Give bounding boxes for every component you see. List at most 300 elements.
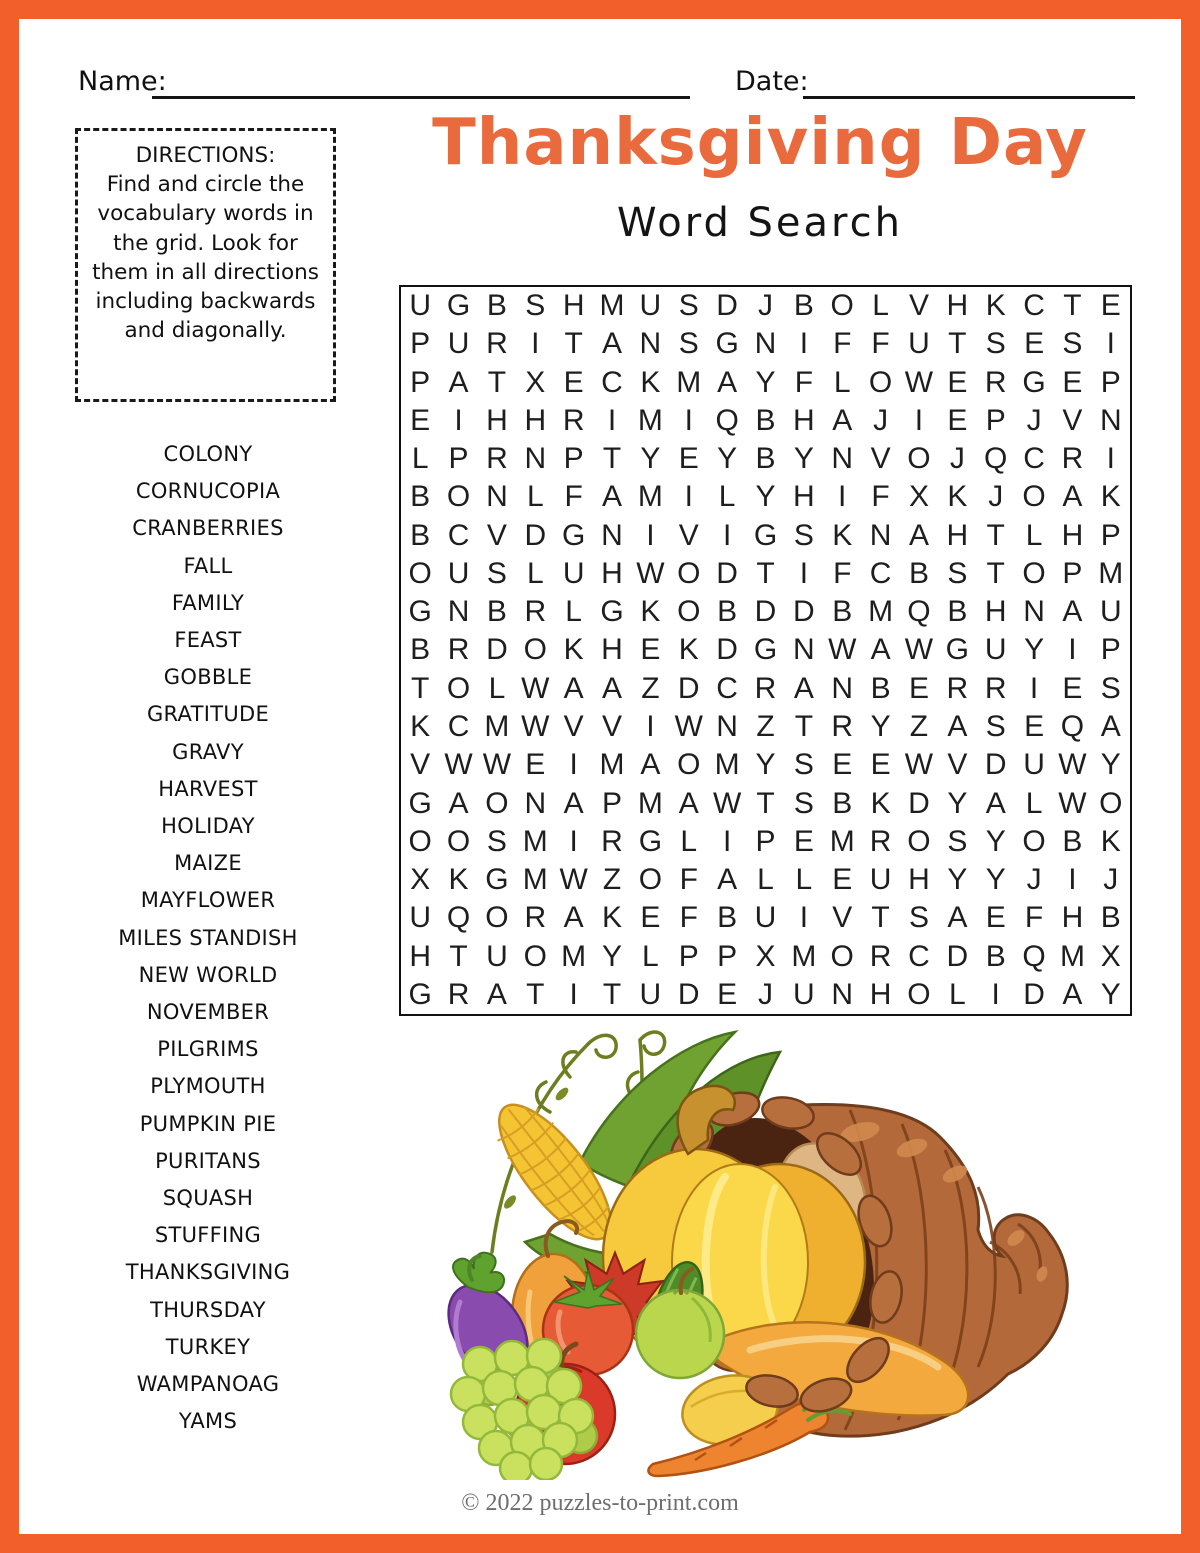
grid-cell-r16c6[interactable]: Z <box>602 863 622 897</box>
grid-cell-r5c13[interactable]: V <box>870 442 891 476</box>
grid-cell-r4c3[interactable]: H <box>486 403 508 437</box>
grid-cell-r3c8[interactable]: M <box>676 365 702 399</box>
grid-cell-r10c9[interactable]: D <box>716 633 738 667</box>
grid-cell-r4c18[interactable]: V <box>1062 403 1083 437</box>
grid-cell-r4c11[interactable]: H <box>793 403 815 437</box>
grid-cell-r12c17[interactable]: E <box>1024 710 1045 744</box>
grid-cell-r19c9[interactable]: E <box>717 977 738 1011</box>
grid-cell-r10c13[interactable]: A <box>870 633 891 667</box>
grid-cell-r14c6[interactable]: P <box>602 786 623 820</box>
grid-cell-r3c2[interactable]: A <box>448 365 469 399</box>
grid-cell-r12c3[interactable]: M <box>484 710 510 744</box>
grid-cell-r5c7[interactable]: Y <box>640 442 661 476</box>
grid-cell-r4c8[interactable]: I <box>684 403 693 437</box>
grid-cell-r14c7[interactable]: M <box>637 786 663 820</box>
grid-cell-r3c3[interactable]: T <box>487 365 507 399</box>
grid-cell-r19c5[interactable]: I <box>569 977 578 1011</box>
grid-cell-r16c16[interactable]: Y <box>985 863 1006 897</box>
grid-cell-r2c14[interactable]: U <box>908 327 930 361</box>
grid-cell-r11c3[interactable]: L <box>488 671 506 705</box>
grid-cell-r8c7[interactable]: W <box>636 556 665 590</box>
grid-cell-r14c19[interactable]: O <box>1099 786 1123 820</box>
grid-cell-r11c5[interactable]: A <box>563 671 584 705</box>
grid-cell-r14c14[interactable]: D <box>908 786 930 820</box>
grid-cell-r9c16[interactable]: H <box>984 595 1007 629</box>
grid-cell-r6c9[interactable]: L <box>718 480 736 514</box>
grid-cell-r6c8[interactable]: I <box>684 480 693 514</box>
grid-cell-r6c14[interactable]: X <box>908 480 929 514</box>
grid-cell-r9c19[interactable]: U <box>1099 595 1122 629</box>
grid-cell-r14c11[interactable]: S <box>793 786 814 820</box>
grid-cell-r15c16[interactable]: Y <box>985 824 1006 858</box>
grid-cell-r15c10[interactable]: P <box>755 824 776 858</box>
grid-cell-r15c7[interactable]: G <box>638 824 663 858</box>
grid-cell-r8c4[interactable]: L <box>526 556 544 590</box>
grid-cell-r5c11[interactable]: Y <box>793 442 814 476</box>
grid-cell-r6c19[interactable]: K <box>1100 480 1121 514</box>
grid-cell-r12c1[interactable]: K <box>410 710 431 744</box>
grid-cell-r10c11[interactable]: N <box>793 633 815 667</box>
grid-cell-r1c5[interactable]: H <box>562 289 585 323</box>
grid-cell-r16c3[interactable]: G <box>485 863 509 897</box>
grid-cell-r4c6[interactable]: I <box>607 403 617 437</box>
grid-cell-r16c17[interactable]: J <box>1026 863 1042 897</box>
grid-cell-r3c7[interactable]: K <box>640 365 661 399</box>
grid-cell-r10c5[interactable]: K <box>563 633 584 667</box>
grid-cell-r4c12[interactable]: A <box>832 403 853 437</box>
grid-cell-r1c1[interactable]: U <box>409 289 432 323</box>
grid-cell-r17c13[interactable]: T <box>871 901 890 935</box>
grid-cell-r15c1[interactable]: O <box>408 824 432 858</box>
grid-cell-r17c19[interactable]: B <box>1100 901 1121 935</box>
grid-cell-r13c2[interactable]: W <box>444 748 473 782</box>
grid-cell-r9c17[interactable]: N <box>1023 595 1045 629</box>
grid-cell-r8c18[interactable]: P <box>1062 556 1083 590</box>
grid-cell-r8c1[interactable]: O <box>408 556 432 590</box>
grid-cell-r7c10[interactable]: G <box>753 518 778 552</box>
grid-cell-r17c2[interactable]: Q <box>446 901 471 935</box>
grid-cell-r2c4[interactable]: I <box>531 327 540 361</box>
grid-cell-r12c12[interactable]: R <box>831 710 854 744</box>
grid-cell-r18c14[interactable]: C <box>908 939 930 973</box>
grid-cell-r3c18[interactable]: E <box>1062 365 1083 399</box>
grid-cell-r16c4[interactable]: M <box>522 863 548 897</box>
grid-cell-r17c18[interactable]: H <box>1061 901 1084 935</box>
grid-cell-r14c10[interactable]: T <box>756 786 775 820</box>
grid-cell-r18c19[interactable]: X <box>1100 939 1121 973</box>
grid-cell-r15c2[interactable]: O <box>446 824 471 858</box>
grid-cell-r6c16[interactable]: J <box>988 480 1004 514</box>
grid-cell-r17c3[interactable]: O <box>485 901 509 935</box>
grid-cell-r15c19[interactable]: K <box>1100 824 1121 858</box>
grid-cell-r4c15[interactable]: E <box>947 403 968 437</box>
grid-cell-r19c3[interactable]: A <box>486 977 507 1011</box>
grid-cell-r3c5[interactable]: E <box>563 365 584 399</box>
grid-cell-r1c16[interactable]: K <box>985 289 1006 323</box>
grid-cell-r10c19[interactable]: P <box>1100 633 1121 667</box>
grid-cell-r3c17[interactable]: G <box>1022 365 1046 399</box>
grid-cell-r13c10[interactable]: Y <box>755 748 776 782</box>
grid-cell-r18c11[interactable]: M <box>791 939 817 973</box>
grid-cell-r17c15[interactable]: A <box>947 901 968 935</box>
grid-cell-r6c4[interactable]: L <box>526 480 544 514</box>
grid-cell-r12c11[interactable]: T <box>794 710 814 744</box>
grid-cell-r8c5[interactable]: U <box>562 556 585 590</box>
grid-cell-r13c4[interactable]: E <box>525 748 546 782</box>
grid-cell-r19c7[interactable]: U <box>639 977 662 1011</box>
grid-cell-r14c15[interactable]: Y <box>947 786 968 820</box>
grid-cell-r6c12[interactable]: I <box>838 480 847 514</box>
grid-cell-r10c2[interactable]: R <box>447 633 470 667</box>
grid-cell-r9c18[interactable]: A <box>1062 595 1083 629</box>
grid-cell-r9c12[interactable]: B <box>832 595 853 629</box>
grid-cell-r3c4[interactable]: X <box>525 365 546 399</box>
grid-cell-r19c12[interactable]: N <box>831 977 854 1011</box>
grid-cell-r4c16[interactable]: P <box>985 403 1006 437</box>
grid-cell-r5c2[interactable]: P <box>448 442 469 476</box>
grid-cell-r6c1[interactable]: B <box>410 480 431 514</box>
grid-cell-r1c18[interactable]: T <box>1063 289 1082 323</box>
grid-cell-r19c11[interactable]: U <box>793 977 815 1011</box>
grid-cell-r10c10[interactable]: G <box>753 633 778 667</box>
date-input-line[interactable] <box>803 62 1135 99</box>
grid-cell-r8c11[interactable]: I <box>799 556 809 590</box>
grid-cell-r11c2[interactable]: O <box>446 671 471 705</box>
grid-cell-r14c8[interactable]: A <box>678 786 699 820</box>
grid-cell-r16c1[interactable]: X <box>410 863 431 897</box>
grid-cell-r2c12[interactable]: F <box>833 327 852 361</box>
grid-cell-r7c5[interactable]: G <box>561 518 586 552</box>
grid-cell-r15c9[interactable]: I <box>722 824 732 858</box>
grid-cell-r19c17[interactable]: D <box>1023 977 1045 1011</box>
name-input-line[interactable] <box>152 62 690 99</box>
grid-cell-r4c7[interactable]: M <box>637 403 663 437</box>
grid-cell-r11c15[interactable]: R <box>946 671 969 705</box>
grid-cell-r13c16[interactable]: D <box>984 748 1007 782</box>
grid-cell-r11c9[interactable]: C <box>716 671 738 705</box>
grid-cell-r5c12[interactable]: N <box>831 442 854 476</box>
grid-cell-r16c10[interactable]: L <box>757 863 774 897</box>
grid-cell-r14c12[interactable]: B <box>832 786 853 820</box>
grid-cell-r2c9[interactable]: G <box>715 327 739 361</box>
grid-cell-r5c9[interactable]: Y <box>717 442 738 476</box>
grid-cell-r19c16[interactable]: I <box>991 977 1000 1011</box>
grid-cell-r4c2[interactable]: I <box>454 403 463 437</box>
grid-cell-r9c4[interactable]: R <box>524 595 547 629</box>
grid-cell-r18c12[interactable]: O <box>830 939 854 973</box>
grid-cell-r9c15[interactable]: B <box>947 595 968 629</box>
grid-cell-r2c7[interactable]: N <box>639 327 662 361</box>
grid-cell-r15c8[interactable]: L <box>680 824 698 858</box>
grid-cell-r19c2[interactable]: R <box>447 977 470 1011</box>
grid-cell-r11c19[interactable]: S <box>1100 671 1121 705</box>
grid-cell-r6c6[interactable]: A <box>602 480 623 514</box>
grid-cell-r4c14[interactable]: I <box>914 403 924 437</box>
grid-cell-r15c18[interactable]: B <box>1062 824 1083 858</box>
grid-cell-r18c1[interactable]: H <box>409 939 432 973</box>
grid-cell-r14c17[interactable]: L <box>1025 786 1043 820</box>
grid-cell-r7c14[interactable]: A <box>908 518 929 552</box>
grid-cell-r17c4[interactable]: R <box>524 901 547 935</box>
grid-cell-r8c13[interactable]: C <box>869 556 892 590</box>
grid-cell-r12c2[interactable]: C <box>447 710 470 744</box>
grid-cell-r17c6[interactable]: K <box>602 901 623 935</box>
grid-cell-r17c12[interactable]: V <box>832 901 853 935</box>
grid-cell-r16c19[interactable]: J <box>1103 863 1119 897</box>
grid-cell-r9c2[interactable]: N <box>447 595 470 629</box>
grid-cell-r5c17[interactable]: C <box>1023 442 1045 476</box>
grid-cell-r1c15[interactable]: H <box>946 289 969 323</box>
grid-cell-r7c3[interactable]: V <box>486 518 507 552</box>
grid-cell-r11c13[interactable]: B <box>870 671 891 705</box>
grid-cell-r18c18[interactable]: M <box>1059 939 1085 973</box>
grid-cell-r3c13[interactable]: O <box>868 365 893 399</box>
grid-cell-r16c15[interactable]: Y <box>947 863 968 897</box>
grid-cell-r4c5[interactable]: R <box>562 403 585 437</box>
grid-cell-r7c12[interactable]: K <box>832 518 853 552</box>
grid-cell-r17c1[interactable]: U <box>409 901 432 935</box>
grid-cell-r8c2[interactable]: U <box>447 556 470 590</box>
grid-cell-r12c4[interactable]: W <box>521 710 550 744</box>
grid-cell-r7c1[interactable]: B <box>410 518 431 552</box>
grid-cell-r16c11[interactable]: L <box>795 863 813 897</box>
grid-cell-r17c5[interactable]: A <box>563 901 584 935</box>
grid-cell-r4c1[interactable]: E <box>410 403 431 437</box>
grid-cell-r9c1[interactable]: G <box>408 595 432 629</box>
grid-cell-r5c6[interactable]: T <box>602 442 622 476</box>
grid-cell-r6c17[interactable]: O <box>1022 480 1046 514</box>
grid-cell-r11c17[interactable]: I <box>1029 671 1039 705</box>
grid-cell-r13c18[interactable]: W <box>1058 748 1087 782</box>
grid-cell-r11c12[interactable]: N <box>831 671 854 705</box>
grid-cell-r17c8[interactable]: F <box>679 901 698 935</box>
grid-cell-r13c14[interactable]: W <box>904 748 934 782</box>
grid-cell-r2c6[interactable]: A <box>602 327 623 361</box>
grid-cell-r19c18[interactable]: A <box>1062 977 1083 1011</box>
grid-cell-r9c13[interactable]: M <box>868 595 894 629</box>
grid-cell-r12c7[interactable]: I <box>646 710 655 744</box>
grid-cell-r16c5[interactable]: W <box>559 863 588 897</box>
grid-cell-r4c4[interactable]: H <box>524 403 547 437</box>
grid-cell-r15c6[interactable]: R <box>601 824 623 858</box>
grid-cell-r19c14[interactable]: O <box>907 977 931 1011</box>
grid-cell-r9c9[interactable]: B <box>717 595 738 629</box>
grid-cell-r12c14[interactable]: Z <box>909 710 929 744</box>
grid-cell-r6c15[interactable]: K <box>947 480 968 514</box>
grid-cell-r17c14[interactable]: S <box>908 901 929 935</box>
grid-cell-r9c10[interactable]: D <box>754 595 777 629</box>
grid-cell-r12c15[interactable]: A <box>947 710 968 744</box>
grid-cell-r18c2[interactable]: T <box>449 939 468 973</box>
grid-cell-r10c15[interactable]: G <box>945 633 969 667</box>
grid-cell-r16c13[interactable]: U <box>869 863 892 897</box>
grid-cell-r18c8[interactable]: P <box>678 939 699 973</box>
grid-cell-r1c3[interactable]: B <box>486 289 507 323</box>
grid-cell-r19c6[interactable]: T <box>602 977 622 1011</box>
grid-cell-r9c11[interactable]: D <box>793 595 815 629</box>
grid-cell-r15c4[interactable]: M <box>522 824 548 858</box>
grid-cell-r7c8[interactable]: V <box>678 518 699 552</box>
grid-cell-r19c10[interactable]: J <box>757 977 773 1011</box>
grid-cell-r5c16[interactable]: Q <box>984 442 1008 476</box>
grid-cell-r14c4[interactable]: N <box>524 786 547 820</box>
grid-cell-r14c9[interactable]: W <box>712 786 742 820</box>
grid-cell-r6c18[interactable]: A <box>1062 480 1083 514</box>
grid-cell-r18c17[interactable]: Q <box>1022 939 1046 973</box>
grid-cell-r10c7[interactable]: E <box>640 633 661 667</box>
grid-cell-r12c6[interactable]: V <box>602 710 623 744</box>
grid-cell-r13c3[interactable]: W <box>482 748 512 782</box>
grid-cell-r8c16[interactable]: T <box>986 556 1005 590</box>
grid-cell-r11c14[interactable]: E <box>908 671 929 705</box>
grid-cell-r2c10[interactable]: N <box>754 327 777 361</box>
grid-cell-r4c17[interactable]: J <box>1026 403 1042 437</box>
grid-cell-r14c18[interactable]: W <box>1058 786 1087 820</box>
grid-cell-r14c2[interactable]: A <box>448 786 469 820</box>
grid-cell-r14c5[interactable]: A <box>563 786 584 820</box>
grid-cell-r3c6[interactable]: C <box>601 365 623 399</box>
grid-cell-r11c6[interactable]: A <box>602 671 623 705</box>
grid-cell-r5c18[interactable]: R <box>1061 442 1084 476</box>
grid-cell-r11c1[interactable]: T <box>411 671 430 705</box>
grid-cell-r8c6[interactable]: H <box>601 556 623 590</box>
grid-cell-r13c6[interactable]: M <box>599 748 625 782</box>
grid-cell-r5c10[interactable]: B <box>755 442 776 476</box>
grid-cell-r10c3[interactable]: D <box>486 633 508 667</box>
grid-cell-r1c12[interactable]: O <box>830 289 854 323</box>
grid-cell-r2c13[interactable]: F <box>871 327 890 361</box>
grid-cell-r5c15[interactable]: J <box>949 442 965 476</box>
grid-cell-r8c15[interactable]: S <box>947 556 968 590</box>
grid-cell-r17c10[interactable]: U <box>754 901 777 935</box>
grid-cell-r5c5[interactable]: P <box>563 442 584 476</box>
grid-cell-r7c13[interactable]: N <box>869 518 892 552</box>
grid-cell-r14c13[interactable]: K <box>870 786 891 820</box>
grid-cell-r2c16[interactable]: S <box>985 327 1006 361</box>
grid-cell-r13c5[interactable]: I <box>569 748 578 782</box>
grid-cell-r8c10[interactable]: T <box>756 556 775 590</box>
grid-cell-r10c1[interactable]: B <box>410 633 431 667</box>
grid-cell-r14c3[interactable]: O <box>485 786 509 820</box>
grid-cell-r1c6[interactable]: M <box>599 289 625 323</box>
grid-cell-r8c14[interactable]: B <box>908 556 929 590</box>
grid-cell-r6c11[interactable]: H <box>793 480 815 514</box>
grid-cell-r10c4[interactable]: O <box>523 633 547 667</box>
grid-cell-r1c14[interactable]: V <box>908 289 929 323</box>
grid-cell-r2c3[interactable]: R <box>486 327 508 361</box>
grid-cell-r12c8[interactable]: W <box>674 710 703 744</box>
grid-cell-r15c13[interactable]: R <box>869 824 892 858</box>
grid-cell-r12c19[interactable]: A <box>1100 710 1121 744</box>
grid-cell-r7c18[interactable]: H <box>1061 518 1084 552</box>
grid-cell-r13c12[interactable]: E <box>832 748 853 782</box>
grid-cell-r11c16[interactable]: R <box>984 671 1007 705</box>
grid-cell-r18c6[interactable]: Y <box>602 939 623 973</box>
grid-cell-r19c4[interactable]: T <box>526 977 545 1011</box>
grid-cell-r16c12[interactable]: E <box>832 863 853 897</box>
grid-cell-r15c11[interactable]: E <box>793 824 814 858</box>
grid-cell-r3c10[interactable]: Y <box>755 365 776 399</box>
grid-cell-r13c17[interactable]: U <box>1023 748 1045 782</box>
grid-cell-r1c19[interactable]: E <box>1100 289 1121 323</box>
grid-cell-r2c19[interactable]: I <box>1106 327 1115 361</box>
grid-cell-r9c7[interactable]: K <box>640 595 661 629</box>
grid-cell-r11c8[interactable]: D <box>677 671 700 705</box>
grid-cell-r13c11[interactable]: S <box>793 748 814 782</box>
grid-cell-r13c15[interactable]: V <box>947 748 968 782</box>
grid-cell-r7c2[interactable]: C <box>447 518 470 552</box>
grid-cell-r13c1[interactable]: V <box>410 748 431 782</box>
grid-cell-r7c17[interactable]: L <box>1025 518 1043 552</box>
grid-cell-r3c14[interactable]: W <box>904 365 934 399</box>
grid-cell-r9c5[interactable]: L <box>565 595 582 629</box>
grid-cell-r7c7[interactable]: I <box>646 518 655 552</box>
grid-cell-r8c17[interactable]: O <box>1022 556 1046 590</box>
grid-cell-r2c2[interactable]: U <box>447 327 470 361</box>
grid-cell-r11c11[interactable]: A <box>793 671 814 705</box>
grid-cell-r5c3[interactable]: R <box>486 442 508 476</box>
grid-cell-r2c17[interactable]: E <box>1024 327 1045 361</box>
grid-cell-r5c19[interactable]: I <box>1106 442 1115 476</box>
grid-cell-r10c8[interactable]: K <box>678 633 699 667</box>
grid-cell-r15c15[interactable]: S <box>947 824 968 858</box>
grid-cell-r12c10[interactable]: Z <box>756 710 775 744</box>
grid-cell-r10c16[interactable]: U <box>984 633 1007 667</box>
grid-cell-r2c8[interactable]: S <box>678 327 699 361</box>
grid-cell-r13c7[interactable]: A <box>640 748 661 782</box>
grid-cell-r19c8[interactable]: D <box>677 977 700 1011</box>
grid-cell-r1c2[interactable]: G <box>446 289 471 323</box>
grid-cell-r1c7[interactable]: U <box>639 289 662 323</box>
grid-cell-r18c13[interactable]: R <box>869 939 892 973</box>
grid-cell-r7c11[interactable]: S <box>793 518 814 552</box>
grid-cell-r7c15[interactable]: H <box>946 518 969 552</box>
grid-cell-r16c7[interactable]: O <box>638 863 663 897</box>
grid-cell-r7c16[interactable]: T <box>986 518 1005 552</box>
grid-cell-r11c4[interactable]: W <box>521 671 550 705</box>
grid-cell-r15c5[interactable]: I <box>569 824 578 858</box>
grid-cell-r7c9[interactable]: I <box>722 518 732 552</box>
grid-cell-r18c3[interactable]: U <box>486 939 508 973</box>
grid-cell-r12c13[interactable]: Y <box>870 710 891 744</box>
grid-cell-r1c11[interactable]: B <box>793 289 814 323</box>
grid-cell-r17c16[interactable]: E <box>985 901 1006 935</box>
grid-cell-r16c14[interactable]: H <box>908 863 930 897</box>
grid-cell-r10c6[interactable]: H <box>601 633 623 667</box>
grid-cell-r3c19[interactable]: P <box>1100 365 1121 399</box>
grid-cell-r18c5[interactable]: M <box>561 939 587 973</box>
grid-cell-r7c6[interactable]: N <box>601 518 623 552</box>
grid-cell-r9c14[interactable]: Q <box>907 595 931 629</box>
grid-cell-r7c4[interactable]: D <box>524 518 547 552</box>
grid-cell-r8c8[interactable]: O <box>677 556 701 590</box>
grid-cell-r5c4[interactable]: N <box>524 442 547 476</box>
grid-cell-r2c15[interactable]: T <box>948 327 967 361</box>
grid-cell-r15c17[interactable]: O <box>1022 824 1046 858</box>
grid-cell-r8c19[interactable]: M <box>1098 556 1124 590</box>
grid-cell-r16c8[interactable]: F <box>679 863 698 897</box>
grid-cell-r4c10[interactable]: B <box>755 403 776 437</box>
grid-cell-r18c7[interactable]: L <box>642 939 659 973</box>
grid-cell-r5c1[interactable]: L <box>411 442 429 476</box>
grid-cell-r15c12[interactable]: M <box>829 824 855 858</box>
grid-cell-r18c4[interactable]: O <box>523 939 547 973</box>
grid-cell-r8c9[interactable]: D <box>716 556 738 590</box>
grid-cell-r6c3[interactable]: N <box>486 480 508 514</box>
grid-cell-r18c16[interactable]: B <box>985 939 1006 973</box>
grid-cell-r12c18[interactable]: Q <box>1060 710 1085 744</box>
grid-cell-r4c13[interactable]: J <box>873 403 889 437</box>
